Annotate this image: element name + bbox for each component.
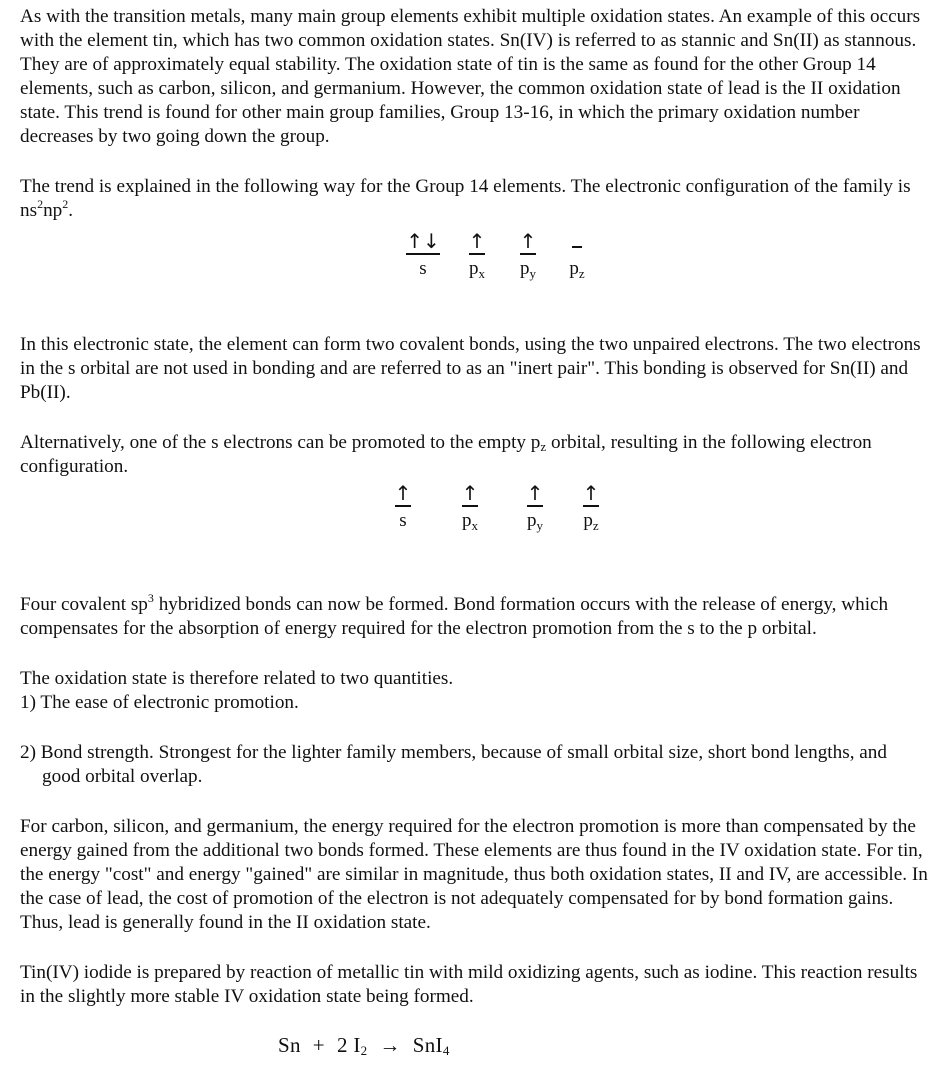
orbital-label: p (527, 510, 537, 531)
hybridization-paragraph: Four covalent $sp^3$ hybridized bonds can now be formed. Bond formation occurs with the release of energy, which compensates for the absorption of energy required for the electron promotion from the s to the p orbital. (20, 591, 889, 639)
orbital-label: p (462, 510, 472, 531)
electron-arrow: ↑ (526, 481, 544, 505)
trend-sup-1: 2 (37, 197, 44, 211)
ground-state-orbital-diagram (20, 223, 930, 307)
electron-arrow: ↑ (468, 229, 486, 253)
empty-orbital-slot (572, 246, 582, 248)
orbital-label: p (569, 258, 579, 279)
reaction-equation: Sn + 2 $I_2 \to SnI_4$ (278, 1033, 450, 1058)
orbital-pz: ↑ $p_z$ (582, 481, 600, 533)
tin-iodide-paragraph: Tin(IV) iodide is prepared by reaction of metallic tin with mild oxidizing agents, such as iodine. This reaction results in the slightly more stable IV oxidation state being formed. (20, 962, 918, 1007)
electron-pair-arrows: ↑↓ (406, 229, 440, 253)
quantities-intro: The oxidation state is therefore related to two quantities. (20, 668, 454, 689)
list-item-1: 1) The ease of electronic promotion. (20, 692, 299, 713)
orbital-px: ↑ $p_x$ (468, 229, 486, 281)
trend-text: The trend is explained in the following way for the Group 14 elements. The electronic configuration of the family is ns (20, 176, 911, 221)
group14-explanation-paragraph: For carbon, silicon, and germanium, the energy required for the electron promotion is more than compensated by the energy gained from the additional two bonds formed. These elements are thus found in the IV oxidation state. For tin, the energy "cost" and energy "gained" are similar in magnitude, thus both oxidation states, II and IV, are accessible. In the case of lead, the cost of promotion of the electron is not adequately compensated for by bond formation gains. Thus, lead is generally found in the II oxidation state. (20, 816, 928, 933)
orbital-label: p (583, 510, 593, 531)
reactant-iodine: I (353, 1033, 361, 1057)
electron-arrow: ↑ (461, 481, 479, 505)
intro-paragraph: As with the transition metals, many main group elements exhibit multiple oxidation states. An example of this occurs with the element tin, which has two common oxidation states. Sn(IV) is referred to as stannic and Sn(II) as stannous. They are of approximately equal stability. The oxidation state of tin is the same as found for the other Group 14 elements, such as carbon, silicon, and germanium. However, the common oxidation state of lead is the II oxidation state. This trend is found for other main group families, Group 13-16, in which the primary oxidation number decreases by two going down the group. (20, 6, 921, 147)
trend-np: np (43, 200, 63, 221)
orbital-label: s (399, 510, 407, 531)
reaction-arrow: → (379, 1033, 401, 1057)
coefficient: 2 (336, 1033, 348, 1057)
orbital-label: p (520, 258, 530, 279)
promotion-paragraph: Alternatively, one of the s electrons can be promoted to the empty $p_z$ orbital, resulting in the following electron configuration. (20, 432, 872, 477)
electron-arrow: ↑ (582, 481, 600, 505)
orbital-s (398, 227, 448, 281)
orbital-label: p (469, 258, 479, 279)
document-page (20, 5, 930, 1057)
orbital-label: s (419, 258, 427, 279)
orbital-s (378, 479, 428, 533)
sp3-superscript: 3 (147, 591, 154, 605)
inert-pair-paragraph: In this electronic state, the element can form two covalent bonds, using the two unpaired electrons. The two electrons in the s orbital are not used in bonding and are referred to as an "inert pair". This bonding is observed for Sn(II) and Pb(II). (20, 334, 921, 403)
orbital-py: ↑ $p_y$ (519, 229, 537, 281)
excited-state-orbital-diagram (20, 479, 930, 565)
product-tin-iodide: SnI (412, 1033, 443, 1057)
reactant-tin: Sn (278, 1033, 301, 1057)
trend-paragraph (20, 175, 930, 223)
pz-subscript: z (540, 439, 547, 454)
orbital-px: ↑ $p_x$ (461, 481, 479, 533)
list-item-2: 2) Bond strength. Strongest for the lighter family members, because of small orbital size, short bond lengths, and good orbital overlap. (20, 742, 887, 787)
plus-sign: + (312, 1033, 325, 1057)
electron-arrow: ↑ (394, 481, 412, 505)
orbital-pz: $p_z$ (552, 227, 602, 281)
electron-arrow: ↑ (519, 229, 537, 253)
trend-sup-2: 2 (62, 197, 69, 211)
orbital-py: ↑ $p_y$ (526, 481, 544, 533)
trend-end: . (68, 200, 74, 221)
